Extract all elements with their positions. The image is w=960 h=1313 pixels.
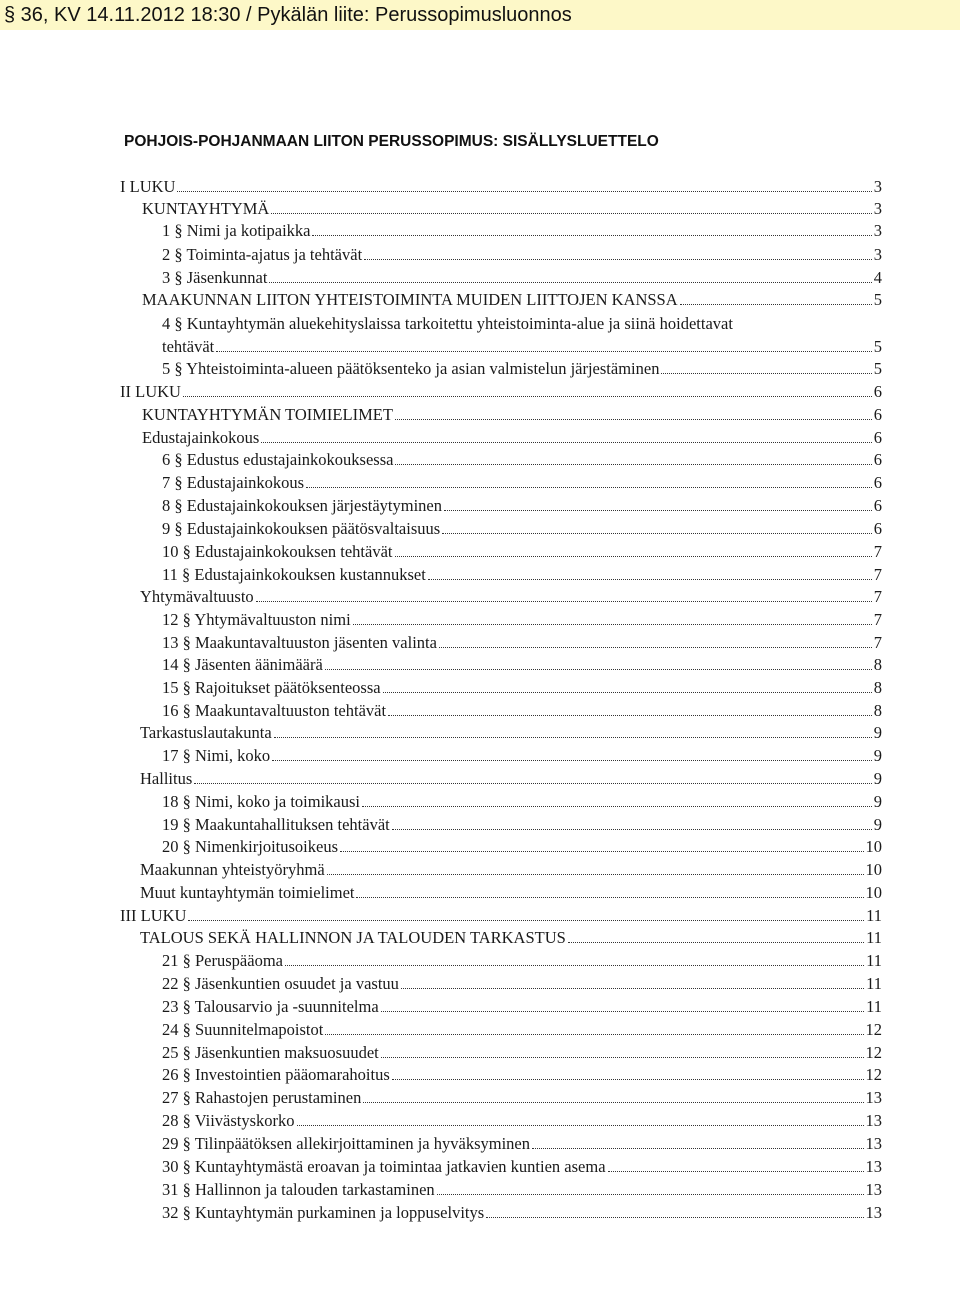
toc-entry-page-number: 10: [865, 860, 882, 879]
toc-dot-leader: [327, 874, 864, 875]
toc-entry-label: TALOUS SEKÄ HALLINNON JA TALOUDEN TARKASTUS: [140, 928, 566, 947]
toc-entry: [162, 814, 882, 836]
toc-entry: [120, 381, 882, 403]
toc-dot-leader: [395, 464, 871, 465]
toc-entry-label: 6 § Edustus edustajainkokouksessa: [162, 450, 394, 469]
toc-entry-page-number: 5: [873, 290, 882, 309]
toc-dot-leader: [297, 1125, 864, 1126]
toc-entry-page-number: 5: [873, 337, 882, 356]
toc-entry: [162, 518, 882, 540]
toc-dot-leader: [383, 692, 872, 693]
toc-entry-label: 32 § Kuntayhtymän purkaminen ja loppuselvitys: [162, 1203, 485, 1222]
toc-entry-label: Tarkastuslautakunta: [140, 723, 272, 742]
toc-dot-leader: [608, 1171, 864, 1172]
toc-entry-page-number: 13: [865, 1203, 882, 1222]
toc-entry: [140, 586, 882, 608]
toc-dot-leader: [194, 783, 872, 784]
toc-dot-leader: [271, 213, 871, 214]
toc-dot-leader: [188, 920, 864, 921]
toc-entry: [162, 449, 882, 471]
document-title: POHJOIS-POHJANMAAN LIITON PERUSSOPIMUS: SISÄLLYSLUETTELO: [124, 133, 659, 150]
toc-entry-page-number: 3: [873, 177, 882, 196]
toc-dot-leader: [661, 373, 871, 374]
toc-entry: [140, 927, 882, 949]
toc-entry: [162, 791, 882, 813]
toc-entry: [120, 905, 882, 927]
toc-entry: [162, 267, 882, 289]
toc-entry-label: 25 § Jäsenkuntien maksuosuudet: [162, 1043, 379, 1062]
toc-entry-label: 18 § Nimi, koko ja toimikausi: [162, 792, 360, 811]
toc-entry-label: 28 § Viivästyskorko: [162, 1111, 295, 1130]
toc-entry: [162, 1133, 882, 1155]
toc-entry-label: 10 § Edustajainkokouksen tehtävät: [162, 542, 393, 561]
toc-dot-leader: [486, 1217, 863, 1218]
toc-dot-leader: [362, 806, 872, 807]
toc-entry-page-number: 6: [873, 519, 882, 538]
toc-entry-page-number: 12: [865, 1020, 882, 1039]
toc-entry-page-number: 9: [873, 792, 882, 811]
document-banner: § 36, KV 14.11.2012 18:30 / Pykälän liite: Perussopimusluonnos: [0, 0, 960, 30]
toc-entry-label: 8 § Edustajainkokouksen järjestäytyminen: [162, 496, 442, 515]
toc-entry-page-number: 13: [865, 1157, 882, 1176]
toc-entry-page-number: 9: [873, 815, 882, 834]
toc-entry-label: 17 § Nimi, koko: [162, 746, 271, 765]
toc-entry-label: 12 § Yhtymävaltuuston nimi: [162, 610, 351, 629]
toc-dot-leader: [285, 965, 864, 966]
toc-entry: [162, 654, 882, 676]
toc-entry-page-number: 11: [866, 906, 882, 925]
toc-dot-leader: [392, 829, 872, 830]
toc-entry-label: 3 § Jäsenkunnat: [162, 268, 268, 287]
toc-entry-page-number: 6: [873, 405, 882, 424]
toc-entry-page-number: 6: [873, 496, 882, 515]
toc-entry-page-number: 11: [866, 974, 882, 993]
toc-entry-label: KUNTAYHTYMÄN TOIMIELIMET: [142, 405, 393, 424]
toc-entry: [162, 609, 882, 631]
toc-entry: [142, 289, 882, 311]
toc-entry-page-number: 3: [873, 199, 882, 218]
toc-entry-page-number: 11: [866, 997, 882, 1016]
toc-entry-page-number: 6: [873, 473, 882, 492]
toc-entry-label: 5 § Yhteistoiminta-alueen päätöksenteko ja asian valmistelun järjestäminen: [162, 359, 660, 378]
toc-dot-leader: [437, 1194, 864, 1195]
toc-entry-page-number: 13: [865, 1180, 882, 1199]
toc-entry: [140, 722, 882, 744]
toc-entry-page-number: 7: [873, 587, 882, 606]
toc-entry-label: Edustajainkokous: [142, 428, 260, 447]
toc-dot-leader: [532, 1148, 864, 1149]
toc-entry-label: II LUKU: [120, 382, 181, 401]
toc-entry-label: 1 § Nimi ja kotipaikka: [162, 221, 311, 240]
toc-entry-label: 29 § Tilinpäätöksen allekirjoittaminen ja hyväksyminen: [162, 1134, 530, 1153]
toc-entry: [162, 996, 882, 1018]
toc-entry: [162, 1179, 882, 1201]
toc-entry-label: 19 § Maakuntahallituksen tehtävät: [162, 815, 390, 834]
toc-dot-leader: [340, 851, 864, 852]
toc-entry-page-number: 6: [873, 450, 882, 469]
toc-entry-label: 2 § Toiminta-ajatus ja tehtävät: [162, 245, 363, 264]
toc-entry: [162, 973, 882, 995]
toc-entry-page-number: 13: [865, 1088, 882, 1107]
toc-dot-leader: [395, 556, 872, 557]
toc-entry-page-number: 9: [873, 746, 882, 765]
toc-entry-label: 30 § Kuntayhtymästä eroavan ja toimintaa jatkavien kuntien asema: [162, 1157, 606, 1176]
toc-entry-label: 16 § Maakuntavaltuuston tehtävät: [162, 701, 387, 720]
toc-entry-page-number: 7: [873, 610, 882, 629]
toc-entry-label: 27 § Rahastojen perustaminen: [162, 1088, 362, 1107]
toc-entry: [162, 313, 882, 335]
toc-entry: [162, 836, 882, 858]
toc-entry-page-number: 3: [873, 221, 882, 240]
toc-entry-page-number: 12: [865, 1043, 882, 1062]
toc-dot-leader: [381, 1011, 864, 1012]
toc-entry-page-number: 6: [873, 382, 882, 401]
toc-entry: [162, 950, 882, 972]
toc-entry-page-number: 12: [865, 1065, 882, 1084]
toc-dot-leader: [272, 760, 872, 761]
toc-entry: [140, 859, 882, 881]
toc-entry-page-number: 13: [865, 1134, 882, 1153]
toc-entry: [162, 1110, 882, 1132]
toc-entry-label: Yhtymävaltuusto: [140, 587, 254, 606]
toc-entry-label: Hallitus: [140, 769, 193, 788]
toc-entry: [162, 1156, 882, 1178]
toc-entry-label: 11 § Edustajainkokouksen kustannukset: [162, 565, 426, 584]
toc-entry-label: 20 § Nimenkirjoitusoikeus: [162, 837, 338, 856]
toc-dot-leader: [177, 191, 871, 192]
toc-dot-leader: [388, 715, 872, 716]
toc-entry-page-number: 4: [873, 268, 882, 287]
toc-dot-leader: [439, 647, 872, 648]
toc-entry: [162, 1064, 882, 1086]
toc-dot-leader: [306, 487, 872, 488]
toc-dot-leader: [392, 1079, 864, 1080]
toc-dot-leader: [363, 1102, 863, 1103]
toc-dot-leader: [568, 942, 864, 943]
toc-entry-label: tehtävät: [162, 337, 215, 356]
toc-entry-label: III LUKU: [120, 906, 187, 925]
toc-entry-page-number: 13: [865, 1111, 882, 1130]
toc-dot-leader: [364, 259, 872, 260]
toc-entry-label: MAAKUNNAN LIITON YHTEISTOIMINTA MUIDEN LIITTOJEN KANSSA: [142, 290, 678, 309]
toc-entry-page-number: 9: [873, 769, 882, 788]
toc-entry-page-number: 6: [873, 428, 882, 447]
toc-entry: [162, 745, 882, 767]
toc-dot-leader: [256, 601, 872, 602]
toc-entry-page-number: 3: [873, 245, 882, 264]
toc-entry: [140, 768, 882, 790]
toc-entry: [162, 358, 882, 380]
toc-dot-leader: [261, 442, 871, 443]
toc-dot-leader: [312, 235, 871, 236]
toc-entry-label: 14 § Jäsenten äänimäärä: [162, 655, 323, 674]
toc-dot-leader: [216, 351, 872, 352]
toc-entry-label: 22 § Jäsenkuntien osuudet ja vastuu: [162, 974, 399, 993]
toc-entry-label: 24 § Suunnitelmapoistot: [162, 1020, 324, 1039]
toc-entry: [162, 495, 882, 517]
toc-dot-leader: [680, 304, 872, 305]
toc-dot-leader: [381, 1057, 864, 1058]
toc-entry-label: KUNTAYHTYMÄ: [142, 199, 270, 218]
toc-entry-page-number: 7: [873, 542, 882, 561]
toc-dot-leader: [274, 737, 872, 738]
toc-entry-label: 13 § Maakuntavaltuuston jäsenten valinta: [162, 633, 437, 652]
toc-entry-label: 9 § Edustajainkokouksen päätösvaltaisuus: [162, 519, 441, 538]
toc-entry-label: 15 § Rajoitukset päätöksenteossa: [162, 678, 381, 697]
toc-dot-leader: [269, 282, 871, 283]
toc-dot-leader: [444, 510, 872, 511]
toc-dot-leader: [401, 988, 864, 989]
toc-dot-leader: [428, 579, 872, 580]
toc-dot-leader: [325, 669, 872, 670]
toc-entry: [162, 700, 882, 722]
toc-entry-label: 7 § Edustajainkokous: [162, 473, 305, 492]
toc-entry: [162, 1042, 882, 1064]
toc-entry-page-number: 8: [873, 701, 882, 720]
toc-entry: [162, 541, 882, 563]
toc-dot-leader: [325, 1034, 863, 1035]
toc-dot-leader: [183, 396, 872, 397]
toc-entry: [162, 244, 882, 266]
toc-entry: [162, 1087, 882, 1109]
toc-entry-label: I LUKU: [120, 177, 176, 196]
toc-entry-label: 4 § Kuntayhtymän aluekehityslaissa tarkoitettu yhteistoiminta-alue ja siinä hoidettavat: [162, 314, 733, 333]
toc-entry: [162, 220, 882, 242]
toc-dot-leader: [356, 897, 863, 898]
toc-entry-page-number: 11: [866, 928, 882, 947]
toc-dot-leader: [395, 419, 872, 420]
toc-entry-page-number: 9: [873, 723, 882, 742]
toc-entry: [162, 632, 882, 654]
toc-entry: [162, 336, 882, 358]
toc-entry-page-number: 10: [865, 837, 882, 856]
toc-entry: [162, 564, 882, 586]
toc-entry: [120, 176, 882, 198]
toc-entry-page-number: 10: [865, 883, 882, 902]
toc-entry-label: Muut kuntayhtymän toimielimet: [140, 883, 355, 902]
toc-entry-page-number: 11: [866, 951, 882, 970]
toc-dot-leader: [442, 533, 872, 534]
toc-entry-page-number: 7: [873, 633, 882, 652]
toc-entry-label: 31 § Hallinnon ja talouden tarkastaminen: [162, 1180, 435, 1199]
toc-entry: [162, 677, 882, 699]
toc-entry-page-number: 5: [873, 359, 882, 378]
toc-entry: [162, 1202, 882, 1224]
toc-entry: [142, 404, 882, 426]
toc-entry-page-number: 7: [873, 565, 882, 584]
toc-entry-label: 23 § Talousarvio ja -suunnitelma: [162, 997, 379, 1016]
toc-entry-label: Maakunnan yhteistyöryhmä: [140, 860, 325, 879]
toc-dot-leader: [353, 624, 872, 625]
toc-entry-page-number: 8: [873, 678, 882, 697]
toc-entry: [142, 198, 882, 220]
toc-entry: [140, 882, 882, 904]
toc-entry-page-number: 8: [873, 655, 882, 674]
toc-entry: [162, 472, 882, 494]
toc-entry-label: 21 § Peruspääoma: [162, 951, 283, 970]
toc-entry: [162, 1019, 882, 1041]
toc-entry: [142, 427, 882, 449]
toc-entry-label: 26 § Investointien pääomarahoitus: [162, 1065, 390, 1084]
